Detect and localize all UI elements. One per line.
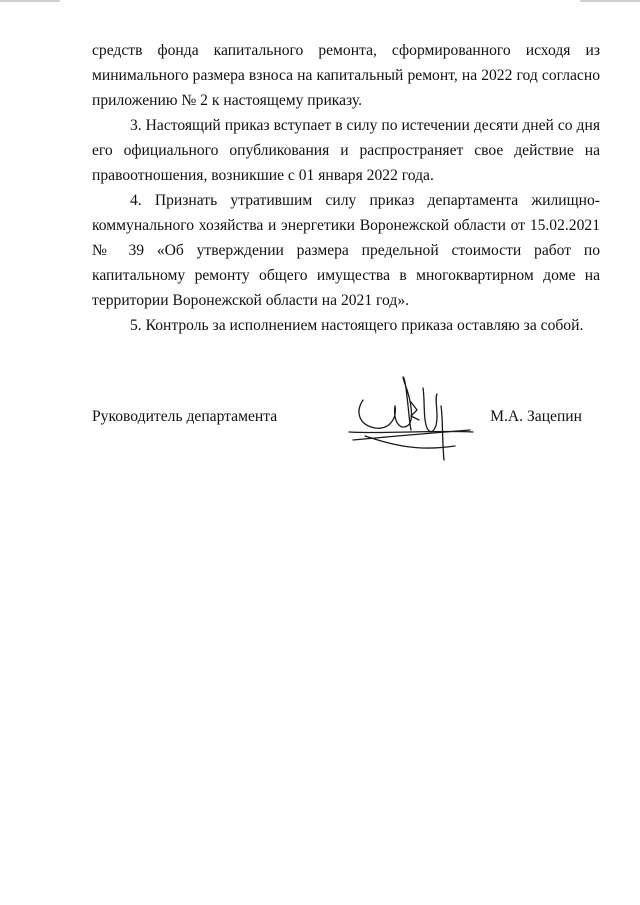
scan-edge-mark	[580, 0, 640, 2]
signatory-title: Руководитель департамента	[92, 408, 278, 425]
document-body	[92, 38, 600, 338]
paragraph-3: 3. Настоящий приказ вступает в силу по истечении десяти дней со дня его официального опубликования и распространяет свое действие на правоотношения, возникшие с 01 января 2022 года.	[92, 117, 600, 184]
handwritten-signature	[345, 370, 480, 465]
scan-edge-mark	[0, 0, 60, 2]
signatory-name: М.А. Зацепин	[490, 408, 582, 425]
paragraph-continuation: средств фонда капитального ремонта, сформированного исходя из минимального размера взноса на капитальный ремонт, на 2022 год согласно приложению № 2 к настоящему приказу.	[92, 42, 600, 109]
paragraph-5: 5. Контроль за исполнением настоящего приказа оставляю за собой.	[130, 317, 584, 334]
paragraph-4: 4. Признать утратившим силу приказ департамента жилищно-коммунального хозяйства и энергетики Воронежской области от 15.02.2021 № 39 «Об утверждении размера предельной стоимости работ по капитальному ремонту общего имущества в многоквартирном доме на территории Воронежской области на 2021 год».	[92, 192, 600, 309]
